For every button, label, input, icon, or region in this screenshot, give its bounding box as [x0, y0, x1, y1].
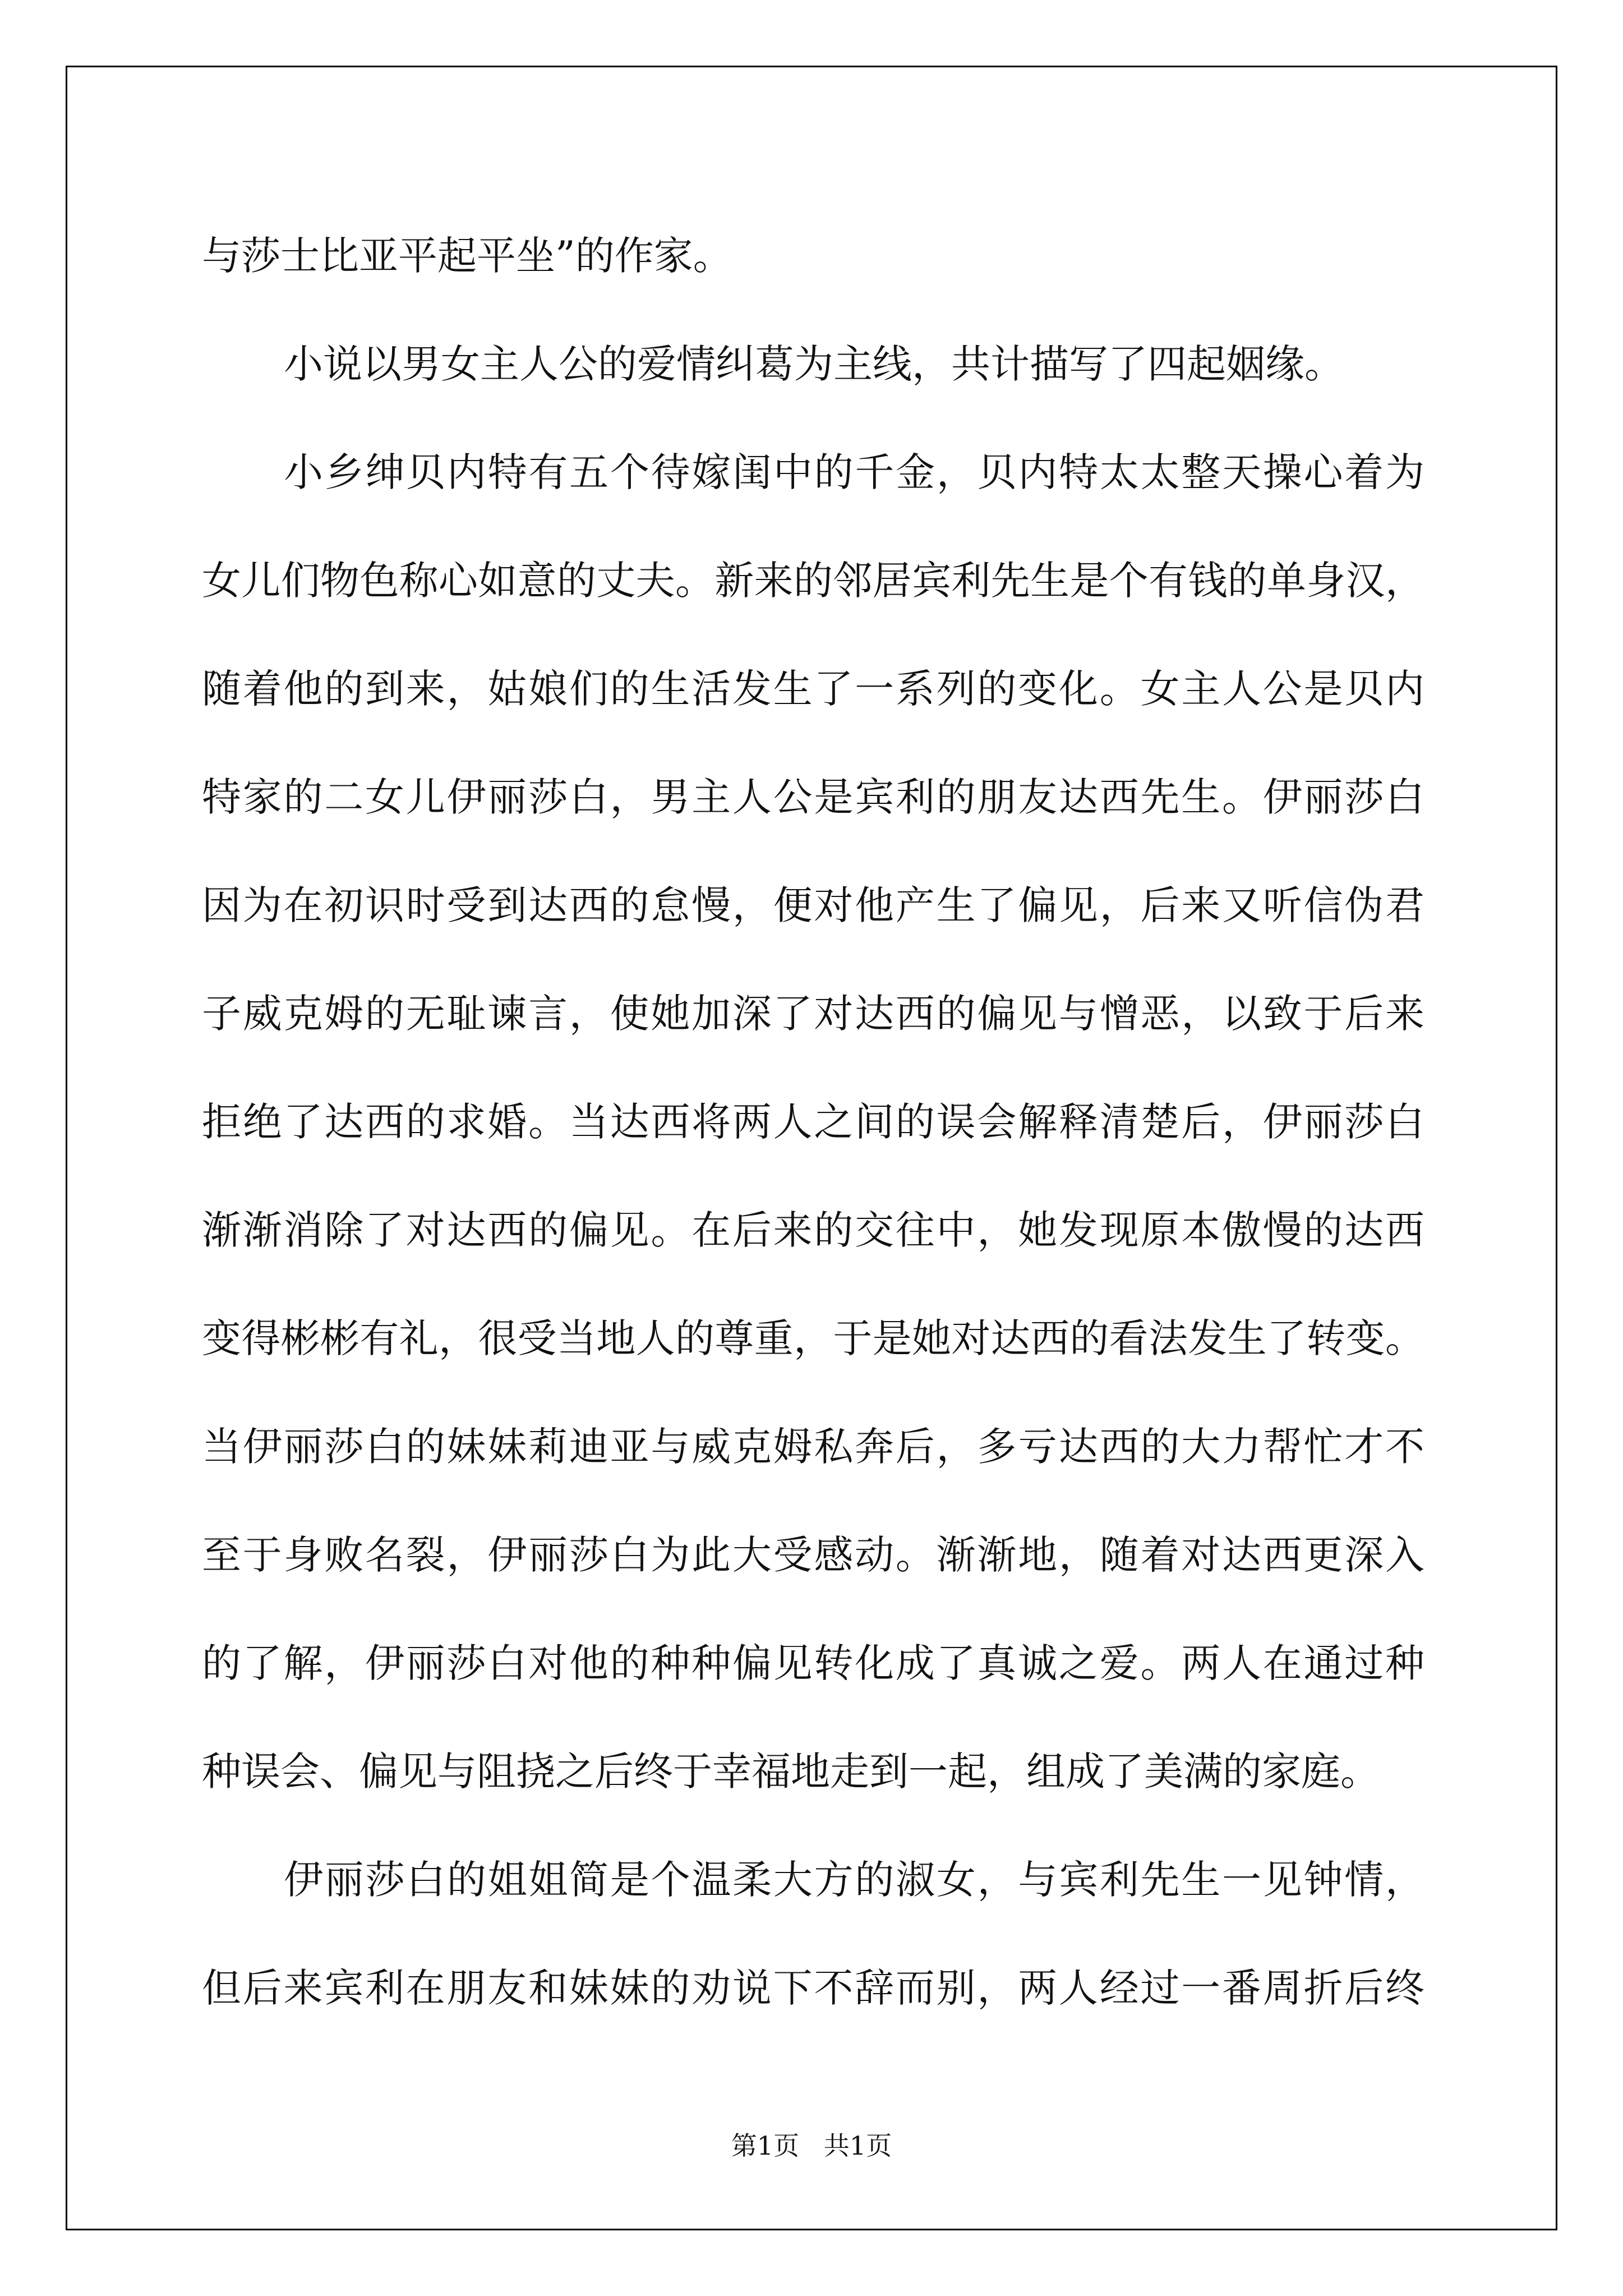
- text-line: 至于身败名裂，伊丽莎白为此大受感动。渐渐地，随着对达西更深入: [202, 1532, 1424, 1578]
- page-number-footer: 第1页 共1页: [731, 2131, 892, 2161]
- text-line: 但后来宾利在朋友和妹妹的劝说下不辞而别，两人经过一番周折后终: [202, 1965, 1424, 2011]
- text-line: 当伊丽莎白的妹妹莉迪亚与威克姆私奔后，多亏达西的大力帮忙才不: [202, 1424, 1424, 1470]
- text-line: 拒绝了达西的求婚。当达西将两人之间的误会解释清楚后，伊丽莎白: [202, 1099, 1424, 1145]
- text-line: 的了解，伊丽莎白对他的种种偏见转化成了真诚之爱。两人在通过种: [202, 1640, 1424, 1686]
- text-line: 渐渐消除了对达西的偏见。在后来的交往中，她发现原本傲慢的达西: [202, 1207, 1424, 1253]
- text-line: 因为在初识时受到达西的怠慢，便对他产生了偏见，后来又听信伪君: [202, 882, 1424, 928]
- text-line: 子威克姆的无耻谏言，使她加深了对达西的偏见与憎恶，以致于后来: [202, 991, 1424, 1037]
- text-line: 小乡绅贝内特有五个待嫁闺中的千金，贝内特太太整天操心着为: [284, 449, 1424, 495]
- text-line: 随着他的到来，姑娘们的生活发生了一系列的变化。女主人公是贝内: [202, 666, 1424, 712]
- text-line: 种误会、偏见与阻挠之后终于幸福地走到一起，组成了美满的家庭。: [202, 1749, 1380, 1795]
- text-line: 伊丽莎白的姐姐简是个温柔大方的淑女，与宾利先生一见钟情，: [284, 1857, 1424, 1903]
- document-body: [202, 202, 1424, 2042]
- text-line: 变得彬彬有礼，很受当地人的尊重，于是她对达西的看法发生了转变。: [202, 1315, 1424, 1361]
- text-line: 女儿们物色称心如意的丈夫。新来的邻居宾利先生是个有钱的单身汉，: [202, 558, 1424, 604]
- text-line: 与莎士比亚平起平坐”的作家。: [202, 233, 732, 279]
- text-line: 特家的二女儿伊丽莎白，男主人公是宾利的朋友达西先生。伊丽莎白: [202, 774, 1424, 820]
- text-line: 小说以男女主人公的爱情纠葛为主线，共计描写了四起姻缘。: [284, 341, 1344, 387]
